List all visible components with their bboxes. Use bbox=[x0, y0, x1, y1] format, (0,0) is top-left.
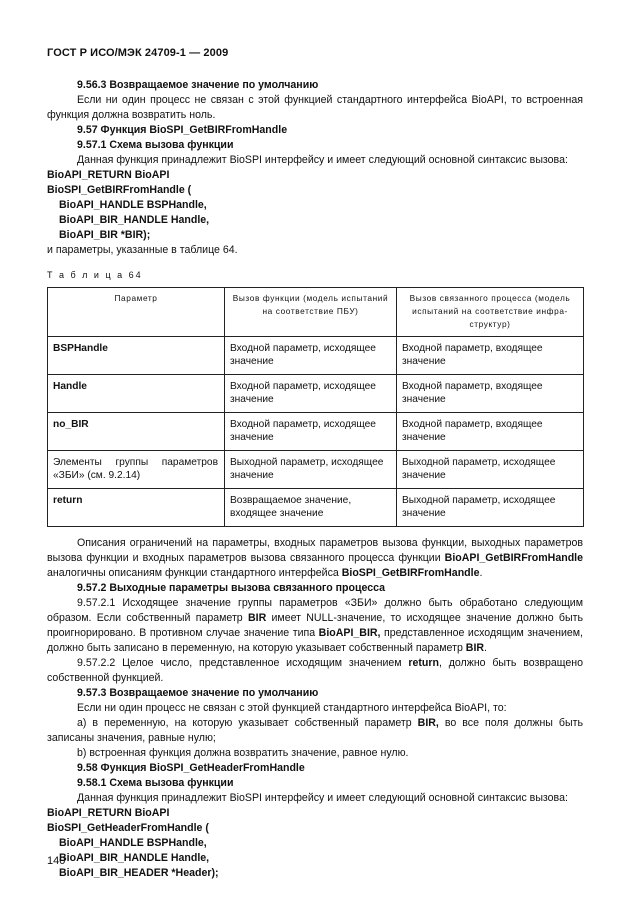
list-item-b: b) встроенная функция должна возвратить значение, равное нулю. bbox=[77, 747, 409, 759]
heading-9-58-1: 9.58.1 Схема вызова функции bbox=[77, 777, 234, 789]
heading-9-57: 9.57 Функция BioSPI_GetBIRFromHandle bbox=[77, 124, 288, 136]
table-cell-param: Handle bbox=[48, 375, 225, 413]
code-line: BioAPI_HANDLE BSPHandle, bbox=[59, 837, 207, 849]
table-header-row bbox=[48, 288, 584, 337]
parameter-table bbox=[47, 287, 584, 527]
table-cell-linked: Входной параметр, входящее значение bbox=[397, 337, 584, 375]
code-line: BioAPI_RETURN BioAPI bbox=[47, 169, 170, 181]
paragraph-9-57-3-intro: Если ни один процесс не связан с этой функцией стандартного интерфейса BioAPI, то: bbox=[77, 702, 507, 714]
table-cell-linked: Выходной параметр, исходящее значение bbox=[397, 489, 584, 527]
page-number: 140 bbox=[47, 855, 66, 867]
heading-9-57-1: 9.57.1 Схема вызова функции bbox=[77, 139, 234, 151]
paragraph-9-58-1-intro: Данная функция принадлежит BioSPI интерфейсу и имеет следующий основной синтаксис вызова: bbox=[77, 792, 568, 804]
table-cell-param: no_BIR bbox=[48, 413, 225, 451]
text-run: представленное исходящим значением, должно быть записано в переменную, на которую указывает собственный параметр bbox=[47, 627, 583, 654]
heading-9-56-3: 9.56.3 Возвращаемое значение по умолчанию bbox=[77, 79, 319, 91]
table-caption: Т а б л и ц а 64 bbox=[47, 270, 143, 280]
table-row bbox=[48, 413, 584, 451]
code-line: BioAPI_BIR_HANDLE Handle, bbox=[59, 852, 210, 864]
text-run: а) в переменную, на которую указывает собственный параметр bbox=[77, 717, 418, 729]
code-line: BioSPI_GetHeaderFromHandle ( bbox=[47, 822, 209, 834]
param-name: BIR bbox=[465, 642, 485, 654]
function-name: BioSPI_GetBIRFromHandle bbox=[341, 567, 480, 579]
table-cell-call: Возвращаемое значение, входящее значение bbox=[225, 489, 397, 527]
document-header: ГОСТ Р ИСО/МЭК 24709-1 — 2009 bbox=[47, 47, 229, 59]
table-cell-param: Элементы группы параметров «ЗБИ» (см. 9.2.14) bbox=[48, 451, 225, 489]
paragraph-9-57-1-intro: Данная функция принадлежит BioSPI интерфейсу и имеет следующий основной синтаксис вызова: bbox=[77, 154, 568, 166]
text-run: аналогичны описаниям функции стандартного интерфейса bbox=[47, 567, 342, 579]
code-line: BioAPI_HANDLE BSPHandle, bbox=[59, 199, 207, 211]
paragraph-table-reference: и параметры, указанные в таблице 64. bbox=[47, 244, 238, 256]
param-name: return bbox=[408, 657, 439, 669]
code-line: BioAPI_BIR *BIR); bbox=[59, 229, 151, 241]
table-header-cell: Вызов связанного процесса (модель испытаний на соответствие инфра-структур) bbox=[397, 288, 584, 337]
text-run: . bbox=[484, 642, 487, 654]
function-name: BioAPI_GetBIRFromHandle bbox=[444, 552, 583, 564]
paragraph-9-57-2-2 bbox=[47, 656, 583, 686]
heading-9-57-3: 9.57.3 Возвращаемое значение по умолчанию bbox=[77, 687, 319, 699]
text-run: 9.57.2.1 Исходящее значение группы параметров «ЗБИ» должно быть обработано следующим образом. Если собственный параметр bbox=[47, 597, 583, 624]
text-run: Описания ограничений на параметры, входных параметров вызова функции, выходных параметров вызова функции и входных параметров вызова связанного процесса функции bbox=[47, 537, 583, 564]
table-cell-call: Выходной параметр, исходящее значение bbox=[225, 451, 397, 489]
paragraph-9-56-3: Если ни один процесс не связан с этой функцией стандартного интерфейса BioAPI, то встроенная функция должна возвратить ноль. bbox=[47, 94, 583, 121]
table-header-cell: Параметр bbox=[48, 288, 225, 337]
text-run: имеет NULL-значение, то исходящее значение должно быть проигнорировано. В противном случае значение типа bbox=[47, 612, 583, 639]
param-name: BIR bbox=[247, 612, 267, 624]
document-body bbox=[47, 78, 583, 881]
text-run: . bbox=[479, 567, 483, 579]
list-item-a bbox=[47, 716, 583, 746]
table-cell-call: Входной параметр, исходящее значение bbox=[225, 375, 397, 413]
code-line: BioAPI_BIR_HANDLE Handle, bbox=[59, 214, 210, 226]
heading-9-58: 9.58 Функция BioSPI_GetHeaderFromHandle bbox=[77, 762, 305, 774]
table-cell-linked: Выходной параметр, исходящее значение bbox=[397, 451, 584, 489]
table-row bbox=[48, 337, 584, 375]
heading-9-57-2: 9.57.2 Выходные параметры вызова связанного процесса bbox=[77, 582, 386, 594]
text-run: 9.57.2.2 Целое число, представленное исходящим значением bbox=[77, 657, 409, 669]
param-name: BIR, bbox=[417, 717, 439, 729]
table-header-cell: Вызов функции (модель испытаний на соответствие ПБУ) bbox=[225, 288, 397, 337]
code-line: BioAPI_RETURN BioAPI bbox=[47, 807, 170, 819]
text-run: , должно быть возвращено собственной функцией. bbox=[47, 657, 583, 684]
table-cell-linked: Входной параметр, входящее значение bbox=[397, 375, 584, 413]
table-row bbox=[48, 375, 584, 413]
table-cell-call: Входной параметр, исходящее значение bbox=[225, 413, 397, 451]
paragraph-9-57-2-1 bbox=[47, 596, 583, 656]
paragraph-after-table bbox=[47, 536, 583, 581]
param-name: BioAPI_BIR, bbox=[318, 627, 381, 639]
table-cell-param: return bbox=[48, 489, 225, 527]
table-cell-param: BSPHandle bbox=[48, 337, 225, 375]
table-cell-linked: Входной параметр, входящее значение bbox=[397, 413, 584, 451]
code-line: BioSPI_GetBIRFromHandle ( bbox=[47, 184, 192, 196]
table-row bbox=[48, 489, 584, 527]
text-run: во все поля должны быть записаны значения, равные нулю; bbox=[47, 717, 583, 744]
code-line: BioAPI_BIR_HEADER *Header); bbox=[59, 867, 219, 879]
table-row bbox=[48, 451, 584, 489]
table-cell-call: Входной параметр, исходящее значение bbox=[225, 337, 397, 375]
